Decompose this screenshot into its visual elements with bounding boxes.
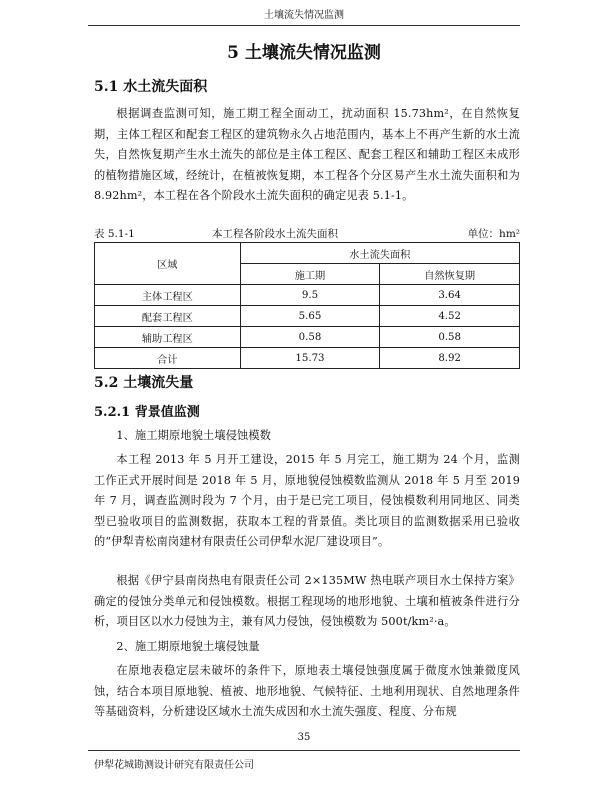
footer-organization: 伊犁花城勘测设计研究有限责任公司 xyxy=(94,760,254,771)
row-construction: 0.58 xyxy=(240,327,380,348)
page-number: 35 xyxy=(297,732,311,743)
row-region: 配套工程区 xyxy=(95,306,241,327)
table-unit: 单位：hm² xyxy=(467,228,520,240)
header-recovery: 自然恢复期 xyxy=(380,264,520,285)
row-region: 合计 xyxy=(95,348,241,369)
section-heading-5-1: 5.1 水土流失面积 xyxy=(94,79,208,95)
row-region: 辅助工程区 xyxy=(95,327,241,348)
running-header: 土壤流失情况监测 xyxy=(88,6,520,26)
section-heading-5-2: 5.2 土壤流失量 xyxy=(94,375,194,391)
row-recovery: 3.64 xyxy=(380,285,520,306)
table-caption xyxy=(94,226,520,240)
row-recovery: 8.92 xyxy=(380,348,520,369)
row-construction: 5.65 xyxy=(240,306,380,327)
row-construction: 9.5 xyxy=(240,285,380,306)
section-5-1-paragraph: 根据调查监测可知，施工期工程全面动工，扰动面积 15.73hm²，在自然恢复期，主体工程区和配套工程区的建筑物永久占地范围内，基本上不再产生新的水土流失，自然恢复期产生水土流失的部位是主体工程区、配套工程区和辅助工程区未成形的植物措施区域，经统计，在植被恢复期，本工程各个分区易产生水土流失面积和为 8.92hm²，本工程在各个阶段水土流失面积的确定见表 5.1-1。 xyxy=(94,107,520,203)
table-number: 表 5.1-1 xyxy=(94,228,135,240)
subsection-heading-5-2-1: 5.2.1 背景值监测 xyxy=(94,405,200,420)
erosion-area-table xyxy=(94,242,520,369)
row-recovery: 0.58 xyxy=(380,327,520,348)
table-row-total xyxy=(95,348,520,369)
footer-divider xyxy=(88,750,520,751)
header-construction: 施工期 xyxy=(240,264,380,285)
row-construction: 15.73 xyxy=(240,348,380,369)
table-row xyxy=(95,327,520,348)
para-erosion-modulus: 根据《伊宁县南岗热电有限责任公司 2×135MW 热电联产项目水土保持方案》确定的侵蚀分类单元和侵蚀模数。根据工程现场的地形地貌、土壤和植被条件进行分析，项目区以水力侵蚀为主，兼有风力侵蚀，侵蚀模数为 500t/km²·a。 xyxy=(94,574,520,629)
row-region: 主体工程区 xyxy=(95,285,241,306)
header-region: 区域 xyxy=(95,243,241,285)
table-row xyxy=(95,306,520,327)
row-recovery: 4.52 xyxy=(380,306,520,327)
chapter-title: 5 土壤流失情况监测 xyxy=(227,43,381,63)
item2-title: 2、施工期原地貌土壤侵蚀量 xyxy=(116,640,260,653)
header-erosion-area: 水土流失面积 xyxy=(240,243,519,264)
table-title: 本工程各阶段水土流失面积 xyxy=(212,228,338,240)
table-row xyxy=(95,285,520,306)
para-erosion-amount: 在原地表稳定层未破坏的条件下，原地表土壤侵蚀强度属于微度水蚀兼微度风蚀，结合本项目原地貌、植被、地形地貌、气候特征、土地利用现状、自然地理条件等基础资料，分析建设区域水土流失成因和水土流失强度、程度、分布规 xyxy=(94,664,520,719)
item1-title: 1、施工期原地貌土壤侵蚀模数 xyxy=(116,429,272,442)
para-monitoring-period: 本工程 2013 年 5 月开工建设，2015 年 5 月完工，施工期为 24 个月，监测工作正式开展时间是 2018 年 5 月，原地貌侵蚀模数监测从 2018 年 5 月至 2019 年 7 月，调查监测时段为 7 个月，由于是已完工项目，侵蚀模数利用同地区、同类型已验收项目的监测数据，获取本工程的背景值。类比项目的监测数据采用已验收的“伊犁青松南岗建材有限责任公司伊犁水泥厂建设项目”。 xyxy=(94,453,520,549)
